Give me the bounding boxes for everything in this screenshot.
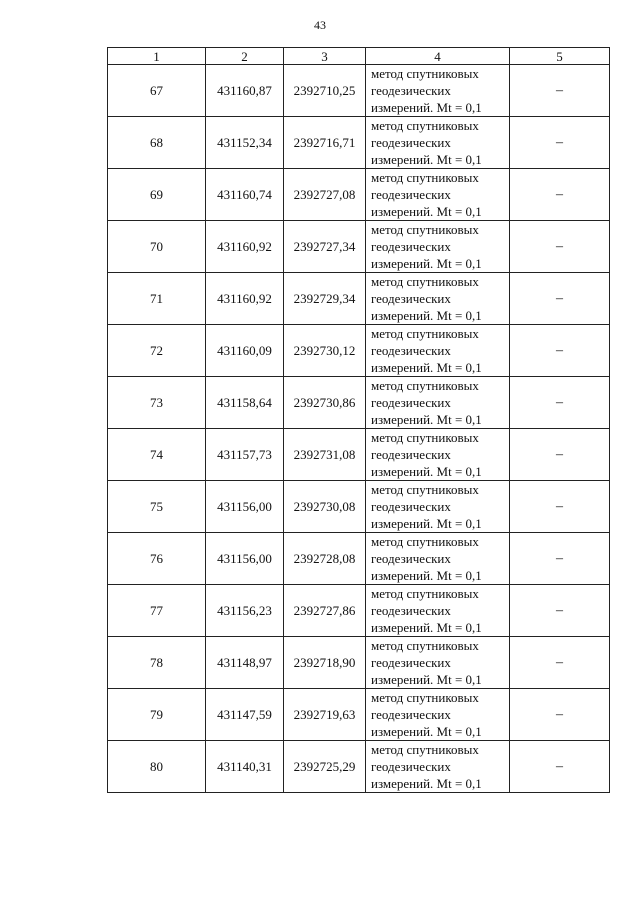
method-cell: [366, 169, 510, 221]
point-number-cell: 69: [108, 169, 206, 221]
method-line: геодезических: [371, 135, 451, 150]
method-line: измерений. Mt = 0,1: [371, 464, 482, 479]
method-line: измерений. Mt = 0,1: [371, 360, 482, 375]
method-line: метод спутниковых: [371, 690, 479, 705]
table-row: [108, 689, 610, 741]
method-line: геодезических: [371, 83, 451, 98]
x-coordinate-cell: 431156,23: [206, 585, 284, 637]
method-cell: [366, 637, 510, 689]
method-cell: [366, 585, 510, 637]
x-coordinate-cell: 431160,92: [206, 273, 284, 325]
method-line: измерений. Mt = 0,1: [371, 724, 482, 739]
method-cell: [366, 533, 510, 585]
x-coordinate-cell: 431148,97: [206, 637, 284, 689]
method-line: метод спутниковых: [371, 378, 479, 393]
table-row: [108, 65, 610, 117]
x-coordinate-cell: 431140,31: [206, 741, 284, 793]
y-coordinate-cell: 2392731,08: [284, 429, 366, 481]
method-line: метод спутниковых: [371, 430, 479, 445]
y-coordinate-cell: 2392730,12: [284, 325, 366, 377]
note-cell: –: [510, 689, 610, 741]
x-coordinate-cell: 431157,73: [206, 429, 284, 481]
note-cell: –: [510, 481, 610, 533]
x-coordinate-cell: 431152,34: [206, 117, 284, 169]
point-number-cell: 80: [108, 741, 206, 793]
method-cell: [366, 689, 510, 741]
point-number-cell: 76: [108, 533, 206, 585]
x-coordinate-cell: 431158,64: [206, 377, 284, 429]
table-row: [108, 741, 610, 793]
table-row: [108, 273, 610, 325]
method-line: геодезических: [371, 291, 451, 306]
method-line: измерений. Mt = 0,1: [371, 100, 482, 115]
y-coordinate-cell: 2392725,29: [284, 741, 366, 793]
method-line: измерений. Mt = 0,1: [371, 412, 482, 427]
y-coordinate-cell: 2392728,08: [284, 533, 366, 585]
table-body: [108, 65, 610, 793]
header-col-1: 1: [108, 48, 206, 65]
method-cell: [366, 741, 510, 793]
method-line: метод спутниковых: [371, 170, 479, 185]
header-col-3: 3: [284, 48, 366, 65]
method-line: метод спутниковых: [371, 66, 479, 81]
note-cell: –: [510, 169, 610, 221]
y-coordinate-cell: 2392719,63: [284, 689, 366, 741]
table-row: [108, 429, 610, 481]
point-number-cell: 77: [108, 585, 206, 637]
header-col-2: 2: [206, 48, 284, 65]
note-cell: –: [510, 65, 610, 117]
point-number-cell: 70: [108, 221, 206, 273]
method-line: геодезических: [371, 603, 451, 618]
method-line: метод спутниковых: [371, 638, 479, 653]
note-cell: –: [510, 221, 610, 273]
y-coordinate-cell: 2392727,34: [284, 221, 366, 273]
method-line: измерений. Mt = 0,1: [371, 516, 482, 531]
y-coordinate-cell: 2392729,34: [284, 273, 366, 325]
point-number-cell: 68: [108, 117, 206, 169]
method-line: измерений. Mt = 0,1: [371, 204, 482, 219]
method-line: геодезических: [371, 707, 451, 722]
method-cell: [366, 377, 510, 429]
x-coordinate-cell: 431160,87: [206, 65, 284, 117]
note-cell: –: [510, 741, 610, 793]
note-cell: –: [510, 325, 610, 377]
point-number-cell: 78: [108, 637, 206, 689]
y-coordinate-cell: 2392730,86: [284, 377, 366, 429]
x-coordinate-cell: 431160,92: [206, 221, 284, 273]
table-header: [108, 48, 610, 65]
point-number-cell: 74: [108, 429, 206, 481]
method-cell: [366, 325, 510, 377]
y-coordinate-cell: 2392730,08: [284, 481, 366, 533]
method-line: метод спутниковых: [371, 586, 479, 601]
table-row: [108, 585, 610, 637]
method-line: геодезических: [371, 759, 451, 774]
point-number-cell: 75: [108, 481, 206, 533]
y-coordinate-cell: 2392718,90: [284, 637, 366, 689]
note-cell: –: [510, 429, 610, 481]
note-cell: –: [510, 585, 610, 637]
x-coordinate-cell: 431156,00: [206, 533, 284, 585]
x-coordinate-cell: 431160,09: [206, 325, 284, 377]
table-row: [108, 169, 610, 221]
y-coordinate-cell: 2392710,25: [284, 65, 366, 117]
table-row: [108, 117, 610, 169]
method-line: метод спутниковых: [371, 222, 479, 237]
x-coordinate-cell: 431147,59: [206, 689, 284, 741]
coordinates-table: [107, 47, 610, 793]
method-line: метод спутниковых: [371, 534, 479, 549]
note-cell: –: [510, 273, 610, 325]
method-line: геодезических: [371, 187, 451, 202]
note-cell: –: [510, 533, 610, 585]
note-cell: –: [510, 377, 610, 429]
note-cell: –: [510, 117, 610, 169]
method-line: метод спутниковых: [371, 118, 479, 133]
method-cell: [366, 221, 510, 273]
method-line: геодезических: [371, 395, 451, 410]
method-line: геодезических: [371, 655, 451, 670]
method-line: геодезических: [371, 343, 451, 358]
table-row: [108, 325, 610, 377]
method-line: геодезических: [371, 551, 451, 566]
method-cell: [366, 117, 510, 169]
method-line: метод спутниковых: [371, 274, 479, 289]
x-coordinate-cell: 431156,00: [206, 481, 284, 533]
y-coordinate-cell: 2392727,86: [284, 585, 366, 637]
x-coordinate-cell: 431160,74: [206, 169, 284, 221]
method-line: геодезических: [371, 239, 451, 254]
method-line: метод спутниковых: [371, 326, 479, 341]
method-line: геодезических: [371, 499, 451, 514]
header-col-4: 4: [366, 48, 510, 65]
point-number-cell: 73: [108, 377, 206, 429]
method-cell: [366, 65, 510, 117]
method-line: метод спутниковых: [371, 482, 479, 497]
y-coordinate-cell: 2392727,08: [284, 169, 366, 221]
method-line: измерений. Mt = 0,1: [371, 152, 482, 167]
method-cell: [366, 429, 510, 481]
method-line: метод спутниковых: [371, 742, 479, 757]
note-cell: –: [510, 637, 610, 689]
point-number-cell: 79: [108, 689, 206, 741]
method-cell: [366, 481, 510, 533]
point-number-cell: 71: [108, 273, 206, 325]
method-line: измерений. Mt = 0,1: [371, 256, 482, 271]
header-col-5: 5: [510, 48, 610, 65]
method-line: измерений. Mt = 0,1: [371, 776, 482, 791]
table-row: [108, 221, 610, 273]
method-line: измерений. Mt = 0,1: [371, 620, 482, 635]
method-line: геодезических: [371, 447, 451, 462]
page-number: 43: [314, 18, 326, 32]
table-row: [108, 481, 610, 533]
table-row: [108, 533, 610, 585]
table-row: [108, 637, 610, 689]
header-row: [108, 48, 610, 65]
table-row: [108, 377, 610, 429]
method-line: измерений. Mt = 0,1: [371, 568, 482, 583]
point-number-cell: 72: [108, 325, 206, 377]
method-cell: [366, 273, 510, 325]
y-coordinate-cell: 2392716,71: [284, 117, 366, 169]
method-line: измерений. Mt = 0,1: [371, 308, 482, 323]
point-number-cell: 67: [108, 65, 206, 117]
method-line: измерений. Mt = 0,1: [371, 672, 482, 687]
